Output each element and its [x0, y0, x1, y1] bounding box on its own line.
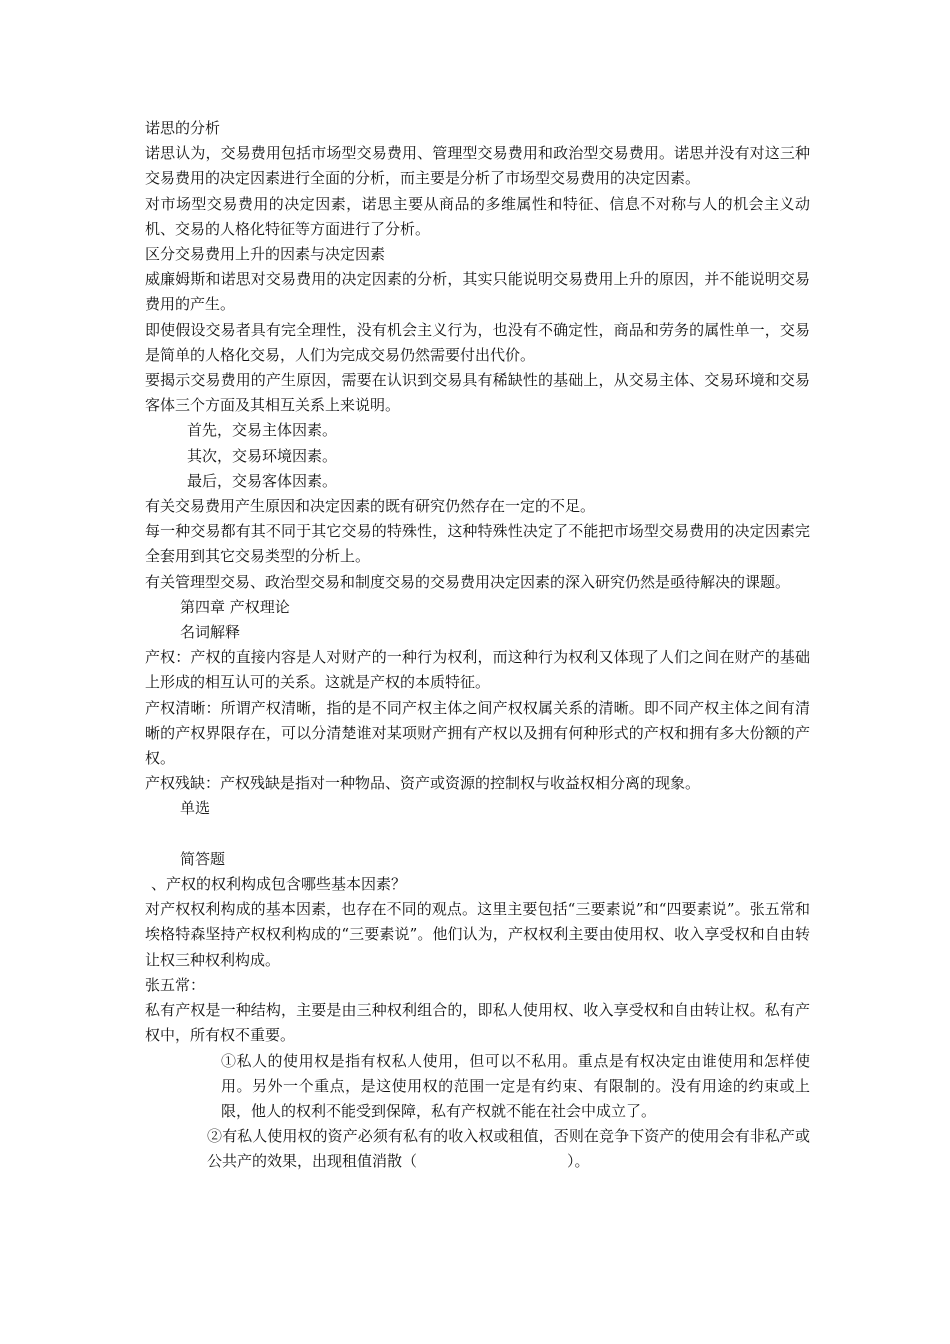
blank-line [145, 822, 810, 847]
list-item-last: 最后，交易客体因素。 [187, 471, 338, 490]
chapter-heading: 第四章 产权理论 [180, 597, 290, 616]
section-heading-terms: 名词解释 [180, 623, 241, 642]
paragraph: 对产权权利构成的基本因素，也存在不同的观点。这里主要包括“三要素说”和“四要素说”。张五常和埃格特森坚持产权权利构成的“三要素说”。他们认为，产权权利主要由使用权、收入享受权和自由转让权三种权利构成。 [145, 900, 810, 969]
list-item-second: 其次，交易环境因素。 [187, 446, 338, 465]
question: 、产权的权利构成包含哪些基本因素？ [151, 875, 407, 894]
definition-incomplete-property-rights: 产权残缺：产权残缺是指对一种物品、资产或资源的控制权与收益权相分离的现象。 [145, 774, 701, 793]
numbered-item-2 [145, 1124, 810, 1174]
subheading-zhang-wuchang: 张五常： [145, 975, 206, 994]
section-heading-single-choice: 单选 [180, 799, 211, 818]
paragraph: 即使假设交易者具有完全理性，没有机会主义行为，也没有不确定性，商品和劳务的属性单一，交易是简单的人格化交易，人们为完成交易仍然需要付出代价。 [145, 320, 810, 364]
paragraph: 要揭示交易费用的产生原因，需要在认识到交易具有稀缺性的基础上，从交易主体、交易环境和交易客体三个方面及其相互关系上来说明。 [145, 371, 810, 415]
definition-property-rights: 产权：产权的直接内容是人对财产的一种行为权利，而这种行为权利又体现了人们之间在财产的基础上形成的相互认可的关系。这就是产权的本质特征。 [145, 648, 810, 692]
numbered-item-2-close: ）。 [567, 1152, 590, 1171]
paragraph: 诺思认为，交易费用包括市场型交易费用、管理型交易费用和政治型交易费用。诺思并没有对这三种交易费用的决定因素进行全面的分析，而主要是分析了市场型交易费用的决定因素。 [145, 144, 810, 188]
numbered-item-1: ①私人的使用权是指有权私人使用，但可以不私用。重点是有权决定由谁使用和怎样使用。另外一个重点，是这使用权的范围一定是有约束、有限制的。没有用途的约束或上限，他人的权利不能受到保障，私有产权就不能在社会中成立了。 [221, 1051, 810, 1120]
paragraph: 私有产权是一种结构，主要是由三种权利组合的，即私人使用权、收入享受权和自由转让权。私有产权中，所有权不重要。 [145, 1001, 810, 1045]
list-item-first: 首先，交易主体因素。 [187, 421, 338, 440]
paragraph: 每一种交易都有其不同于其它交易的特殊性，这种特殊性决定了不能把市场型交易费用的决定因素完全套用到其它交易类型的分析上。 [145, 522, 810, 566]
definition-clear-property-rights: 产权清晰：所谓产权清晰，指的是不同产权主体之间产权权属关系的清晰。即不同产权主体之间有清晰的产权界限存在，可以分清楚谁对某项财产拥有产权以及拥有何种形式的产权和拥有多大份额的产权。 [145, 698, 810, 768]
heading-distinguish-factors: 区分交易费用上升的因素与决定因素 [145, 245, 386, 264]
section-heading-short-answer: 简答题 [180, 849, 226, 868]
paragraph: 有关管理型交易、政治型交易和制度交易的交易费用决定因素的深入研究仍然是亟待解决的课题。 [145, 572, 791, 591]
document-page [145, 116, 810, 1175]
paragraph: 威廉姆斯和诺思对交易费用的决定因素的分析，其实只能说明交易费用上升的原因，并不能说明交易费用的产生。 [145, 270, 810, 314]
paragraph: 有关交易费用产生原因和决定因素的既有研究仍然存在一定的不足。 [145, 497, 596, 516]
paragraph: 对市场型交易费用的决定因素，诺思主要从商品的多维属性和特征、信息不对称与人的机会主义动机、交易的人格化特征等方面进行了分析。 [145, 194, 810, 238]
numbered-item-2-text: ②有私人使用权的资产必须有私有的收入权或租值，否则在竞争下资产的使用会有非私产或公共产的效果，出现租值消散（ [207, 1127, 810, 1171]
heading-north-analysis: 诺思的分析 [145, 119, 221, 137]
